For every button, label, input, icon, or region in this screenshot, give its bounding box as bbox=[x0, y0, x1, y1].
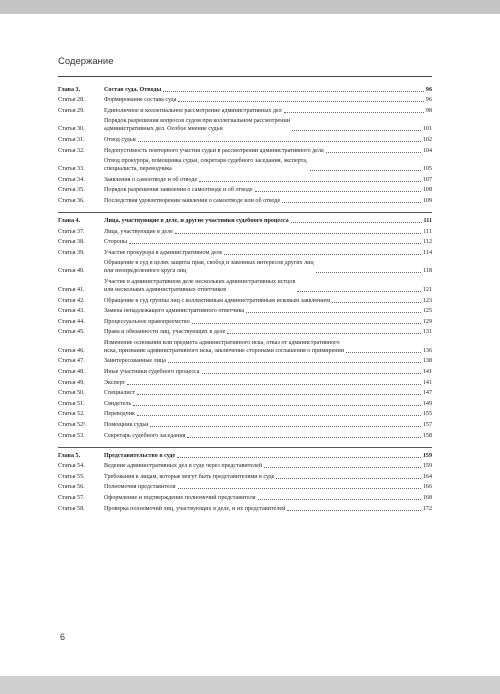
toc-title-wrap bbox=[104, 307, 423, 315]
toc-title-wrap bbox=[104, 217, 424, 225]
toc-entry-row[interactable] bbox=[58, 297, 432, 305]
toc-entry-row[interactable] bbox=[58, 147, 432, 155]
toc-title: Процессуальное правопреемство bbox=[104, 318, 190, 325]
toc-page-number: 108 bbox=[422, 187, 432, 194]
toc-page-number: 157 bbox=[422, 422, 432, 429]
dot-leader bbox=[192, 323, 421, 324]
toc-page-number: 172 bbox=[422, 505, 432, 512]
toc-title-wrap bbox=[104, 228, 423, 236]
toc-article-number: Статья 45. bbox=[58, 329, 85, 336]
section-divider bbox=[58, 212, 432, 213]
toc-title: Формирование состава суда bbox=[104, 97, 177, 104]
page-number: 6 bbox=[60, 632, 66, 642]
dot-leader bbox=[138, 141, 421, 142]
toc-title: Свидетель bbox=[104, 400, 132, 407]
toc-page-number: 114 bbox=[423, 249, 432, 256]
toc-title: Отвод судьи bbox=[104, 136, 136, 143]
dot-leader bbox=[199, 181, 421, 182]
toc-title-wrap bbox=[104, 318, 423, 326]
toc-entry-row[interactable] bbox=[58, 107, 432, 115]
toc-page-number: 111 bbox=[423, 217, 432, 224]
dot-leader bbox=[137, 415, 421, 416]
toc-entry-row[interactable] bbox=[58, 157, 432, 173]
toc-entry-row[interactable] bbox=[58, 176, 432, 184]
toc-page-number: 109 bbox=[422, 197, 432, 204]
toc-entry-row[interactable] bbox=[58, 357, 432, 365]
toc-title-wrap bbox=[104, 400, 423, 408]
toc-title-wrap bbox=[104, 483, 423, 491]
toc-entry-row[interactable] bbox=[58, 410, 432, 418]
toc-page-number: 141 bbox=[422, 379, 432, 386]
toc-entry-row[interactable] bbox=[58, 278, 432, 294]
toc-title-wrap bbox=[104, 339, 423, 355]
toc-page-number: 155 bbox=[422, 411, 432, 418]
toc-article-number: Статья 31. bbox=[58, 136, 85, 143]
toc-page-number: 131 bbox=[422, 329, 432, 336]
toc-page-number: 129 bbox=[422, 318, 432, 325]
dot-leader bbox=[202, 373, 421, 374]
toc-entry-row[interactable] bbox=[58, 328, 432, 336]
dot-leader bbox=[127, 384, 421, 385]
dot-leader bbox=[175, 233, 421, 234]
toc-entry-row[interactable] bbox=[58, 238, 432, 246]
toc-page-number: 158 bbox=[422, 432, 432, 439]
toc-entry-row[interactable] bbox=[58, 136, 432, 144]
toc-section bbox=[58, 217, 432, 440]
toc-article-number: Статья 57. bbox=[58, 495, 85, 501]
toc-article-number: Статья 41. bbox=[58, 286, 85, 293]
toc-entry-row[interactable] bbox=[58, 197, 432, 205]
toc-chapter-row[interactable] bbox=[58, 217, 432, 225]
toc-article-number: Статья 55. bbox=[58, 473, 85, 480]
toc-article-number: Статья 50. bbox=[58, 390, 85, 397]
toc-title: Изменение основания или предмета административного иска, отказ от административного иска, признание административного иска, заключение сторонами соглашения о примирении bbox=[104, 339, 345, 354]
toc-page-number: 104 bbox=[422, 147, 432, 154]
dot-leader bbox=[168, 362, 421, 363]
toc-entry-row[interactable] bbox=[58, 339, 432, 355]
toc-page-number: 147 bbox=[422, 390, 432, 397]
toc-title: Эксперт bbox=[104, 379, 126, 386]
section-divider bbox=[58, 447, 432, 448]
header-rule bbox=[58, 76, 432, 77]
toc-title-wrap bbox=[104, 136, 423, 144]
toc-title-wrap bbox=[104, 259, 423, 275]
toc-title: Лица, участвующие в деле, и другие участники судебного процесса bbox=[104, 217, 289, 224]
dot-leader bbox=[297, 291, 421, 292]
toc-entry-row[interactable] bbox=[58, 368, 432, 376]
dot-leader bbox=[276, 478, 420, 479]
toc-article-number: Статья 28. bbox=[58, 97, 85, 104]
dot-leader bbox=[282, 202, 421, 203]
toc-entry-row[interactable] bbox=[58, 389, 432, 397]
toc-article-number: Статья 47. bbox=[58, 358, 85, 365]
toc-article-number: Статья 38. bbox=[58, 239, 85, 246]
dot-leader bbox=[284, 112, 424, 113]
toc-section bbox=[58, 452, 432, 513]
toc-title-wrap bbox=[104, 462, 423, 470]
toc-title-wrap bbox=[104, 249, 423, 257]
toc-article-number: Статья 53. bbox=[58, 432, 85, 439]
toc-article-number: Глава 3. bbox=[58, 86, 81, 93]
toc-entry-row[interactable] bbox=[58, 483, 432, 491]
toc-entry-row[interactable] bbox=[58, 421, 432, 429]
toc-article-number: Статья 33. bbox=[58, 166, 85, 173]
dot-leader bbox=[227, 333, 421, 334]
toc-entry-row[interactable] bbox=[58, 379, 432, 387]
toc-title: Ведение административных дел в суде через представителей bbox=[104, 463, 263, 470]
toc-chapter-row[interactable] bbox=[58, 452, 432, 460]
dot-leader bbox=[178, 488, 421, 489]
toc-article-number: Статья 39. bbox=[58, 249, 85, 256]
toc-entry-row[interactable] bbox=[58, 432, 432, 440]
toc-page-number: 138 bbox=[422, 358, 432, 365]
toc-page-number: 102 bbox=[422, 136, 432, 143]
toc-title-wrap bbox=[104, 494, 423, 502]
toc-title-wrap bbox=[104, 473, 423, 481]
toc-title: Полномочия представителя bbox=[104, 484, 176, 491]
dot-leader bbox=[346, 352, 421, 353]
toc-title: Заинтересованные лица bbox=[104, 358, 166, 365]
dot-leader bbox=[258, 499, 421, 500]
toc-page-number: 164 bbox=[422, 473, 432, 480]
toc-title-wrap bbox=[104, 117, 423, 133]
dot-leader bbox=[291, 222, 422, 223]
toc-article-number: Статья 51. bbox=[58, 400, 85, 407]
dot-leader bbox=[255, 191, 421, 192]
toc-entry-row[interactable] bbox=[58, 117, 432, 133]
toc-article-number: Статья 35. bbox=[58, 187, 85, 194]
toc-page-number: 125 bbox=[422, 308, 432, 315]
dot-leader bbox=[163, 91, 424, 92]
toc-entry-row[interactable] bbox=[58, 318, 432, 326]
dot-leader bbox=[129, 243, 421, 244]
dot-leader bbox=[310, 170, 421, 171]
toc-article-number: Статья 56. bbox=[58, 484, 85, 491]
toc-title-wrap bbox=[104, 421, 423, 429]
dot-leader bbox=[264, 467, 421, 468]
toc-title: Участие в административном деле нескольких административных истцов или нескольких административных ответчиков bbox=[104, 278, 296, 293]
toc-page-number: 168 bbox=[422, 495, 432, 501]
toc-title: Отвод прокурора, помощника судьи, секретаря судебного заседания, эксперта, специалиста, переводчика bbox=[104, 158, 308, 173]
top-scan-band bbox=[0, 0, 500, 14]
toc-chapter-row[interactable] bbox=[58, 86, 432, 94]
toc-article-number: Статья 36. bbox=[58, 197, 85, 204]
toc-title-wrap bbox=[104, 278, 423, 294]
toc-article-number: Статья 34. bbox=[58, 176, 85, 183]
dot-leader bbox=[137, 394, 421, 395]
toc-title-wrap bbox=[104, 410, 423, 418]
toc-title: Обращение в суд в целях защиты прав, свобод и законных интересов других лиц или неопределенного круга лиц bbox=[104, 260, 314, 275]
dot-leader bbox=[246, 312, 421, 313]
toc-entry-row[interactable] bbox=[58, 228, 432, 236]
dot-leader bbox=[292, 130, 421, 131]
toc-article-number: Статья 52. bbox=[58, 411, 85, 418]
toc-title-wrap bbox=[104, 186, 423, 194]
toc-page-number: 136 bbox=[422, 347, 432, 354]
toc-title: Участие прокурора в административном деле bbox=[104, 249, 223, 256]
toc-title-wrap bbox=[104, 176, 423, 184]
toc-title: Переводчик bbox=[104, 411, 135, 418]
dot-leader bbox=[287, 510, 420, 511]
toc-title: Заявления о самоотводе и об отводе bbox=[104, 176, 198, 183]
dot-leader bbox=[150, 426, 420, 427]
toc-entry-row[interactable] bbox=[58, 96, 432, 104]
page-title: Содержание bbox=[58, 56, 114, 67]
toc-title-wrap bbox=[104, 379, 423, 387]
toc-title-wrap bbox=[104, 505, 423, 513]
toc-article-number: Статья 46. bbox=[58, 347, 85, 354]
toc-page-number: 121 bbox=[422, 286, 432, 293]
toc-entry-row[interactable] bbox=[58, 186, 432, 194]
toc-page-number: 112 bbox=[423, 239, 432, 246]
toc-title-wrap bbox=[104, 86, 426, 94]
dot-leader bbox=[316, 272, 421, 273]
toc-article-number: Статья 37. bbox=[58, 228, 85, 235]
toc-title-wrap bbox=[104, 197, 423, 205]
toc-title-wrap bbox=[104, 297, 423, 305]
toc-article-number: Статья 43. bbox=[58, 308, 85, 315]
toc-page-number: 98 bbox=[425, 107, 432, 114]
toc-article-number: Глава 5. bbox=[58, 452, 81, 459]
toc-title: Недопустимость повторного участия судьи в рассмотрении административного дела bbox=[104, 147, 324, 154]
toc-entry-row[interactable] bbox=[58, 473, 432, 481]
toc-title: Обращение в суд группы лиц с коллективным административным исковым заявлением bbox=[104, 297, 331, 304]
toc-title: Последствия удовлетворения заявления о самоотводе или об отводе bbox=[104, 197, 281, 204]
toc-title-wrap bbox=[104, 389, 423, 397]
toc-title-wrap bbox=[104, 107, 426, 115]
dot-leader bbox=[177, 457, 421, 458]
toc-page-number: 105 bbox=[422, 166, 432, 173]
toc-title-wrap bbox=[104, 328, 423, 336]
toc-title: Права и обязанности лиц, участвующих в деле bbox=[104, 329, 226, 336]
toc-title-wrap bbox=[104, 357, 423, 365]
toc-title: Оформление и подтверждение полномочий представителя bbox=[104, 495, 256, 501]
toc-entry-row[interactable] bbox=[58, 462, 432, 470]
toc-title-wrap bbox=[104, 96, 426, 104]
toc-article-number: Статья 29. bbox=[58, 107, 85, 114]
toc-page-number: 101 bbox=[422, 126, 432, 133]
toc-article-number: Статья 44. bbox=[58, 318, 85, 325]
toc-page-number: 123 bbox=[422, 297, 432, 304]
toc-entry-row[interactable] bbox=[58, 259, 432, 275]
dot-leader bbox=[224, 254, 421, 255]
toc-page-number: 96 bbox=[425, 86, 432, 93]
dot-leader bbox=[326, 152, 421, 153]
toc-title-wrap bbox=[104, 368, 423, 376]
toc-page-number: 107 bbox=[422, 176, 432, 183]
toc-title-wrap bbox=[104, 432, 423, 440]
toc-article-number: Статья 48. bbox=[58, 369, 85, 376]
toc-page-number: 149 bbox=[422, 400, 432, 407]
toc-title: Представительство в суде bbox=[104, 452, 176, 459]
toc-entry-row[interactable] bbox=[58, 505, 432, 513]
dot-leader bbox=[178, 101, 423, 102]
toc-title: Проверка полномочий лиц, участвующих в деле, и их представителей bbox=[104, 505, 286, 512]
dot-leader bbox=[133, 405, 421, 406]
dot-leader bbox=[332, 302, 421, 303]
toc-section bbox=[58, 86, 432, 205]
toc-page-number: 141 bbox=[422, 369, 432, 376]
toc-title-wrap bbox=[104, 452, 423, 460]
toc-title-wrap bbox=[104, 147, 423, 155]
bottom-scan-band bbox=[0, 676, 500, 694]
toc-title: Порядок разрешения вопросов судом при коллегиальном рассмотрении административных дел. Особое мнение судьи bbox=[104, 118, 290, 133]
toc-article-number: Глава 4. bbox=[58, 217, 81, 224]
toc-article-number: Статья 30. bbox=[58, 126, 85, 133]
dot-leader bbox=[187, 437, 420, 438]
toc-article-number: Статья 52¹. bbox=[58, 422, 87, 429]
toc-page-number: 159 bbox=[422, 452, 432, 459]
toc-article-number: Статья 40. bbox=[58, 268, 85, 275]
toc-page-number: 159 bbox=[422, 463, 432, 470]
toc-title: Требования к лицам, которые могут быть представителями в суде bbox=[104, 473, 275, 480]
toc-entry-row[interactable] bbox=[58, 307, 432, 315]
toc-page-number: 118 bbox=[423, 268, 432, 275]
toc-title-wrap bbox=[104, 238, 423, 246]
toc-title: Лица, участвующие в деле bbox=[104, 228, 173, 235]
toc-entry-row[interactable] bbox=[58, 400, 432, 408]
toc-article-number: Статья 32. bbox=[58, 147, 85, 154]
toc-page-number: 111 bbox=[423, 228, 432, 235]
toc-title: Иные участники судебного процесса bbox=[104, 369, 200, 376]
toc-article-number: Статья 42. bbox=[58, 297, 85, 304]
toc-title: Состав суда. Отводы bbox=[104, 86, 162, 93]
toc-article-number: Статья 49. bbox=[58, 379, 85, 386]
toc-title: Порядок разрешения заявления о самоотводе и об отводе bbox=[104, 187, 253, 194]
toc-entry-row[interactable] bbox=[58, 494, 432, 502]
toc-title: Стороны bbox=[104, 239, 128, 246]
toc-page-number: 96 bbox=[425, 97, 432, 104]
toc-page-number: 166 bbox=[422, 484, 432, 491]
toc-title: Специалист bbox=[104, 390, 135, 397]
toc-entry-row[interactable] bbox=[58, 249, 432, 257]
toc-title-wrap bbox=[104, 157, 423, 173]
toc-title: Замена ненадлежащего административного ответчика bbox=[104, 308, 245, 315]
toc-article-number: Статья 54. bbox=[58, 463, 85, 470]
toc-article-number: Статья 58. bbox=[58, 505, 85, 512]
table-of-contents bbox=[58, 83, 432, 513]
toc-title: Секретарь судебного заседания bbox=[104, 432, 186, 439]
toc-title: Помощник судьи bbox=[104, 422, 149, 429]
toc-title: Единоличное и коллегиальное рассмотрение административных дел bbox=[104, 107, 282, 114]
